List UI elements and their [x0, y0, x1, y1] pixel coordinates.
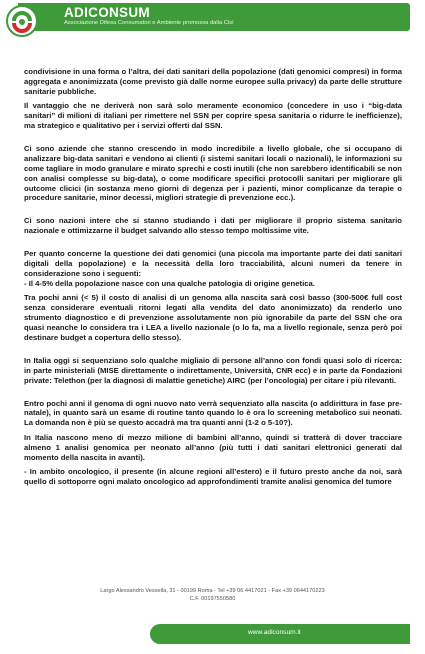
paragraph: Ci sono aziende che stanno crescendo in modo incredibile a livello globale, che si occupano di analizzare big-data sanitari e vendono ai clienti (i sistemi sanitari locali o nazionali), le informazioni su come tagliare in modo granulare e mirato sprechi e costi inutili (che non sarebbero identificabili se non con analisi complesse su big-data), o come modificare specifici protocolli sanitari per migliorare gli outcome clicici (in sostanza meno giorni di degenza per i pazienti, minor complicanze da terapie o procedure sanitarie, minor decessi, migliori strategie di prevenzione ecc.). [24, 143, 402, 203]
paragraph: condivisione in una forma o l’altra, dei dati sanitari della popolazione (dati genomici compresi) in forma aggregata e anonimizzata (come previsto già dalle norme europee sulla privacy) da parte delle strutture sanitarie pubbliche. [24, 67, 402, 96]
brand-tagline: Associazione Difesa Consumatori e Ambiente promossa dalla Cisl [64, 20, 234, 26]
document-body [24, 67, 402, 487]
paragraph: Ci sono nazioni intere che si stanno studiando i dati per migliorare il proprio sistema sanitario nazionale e ottimizzarne il budget salvando allo stesso tempo moltissime vite. [24, 216, 402, 236]
paragraph: - In ambito oncologico, il presente (in alcune regioni all’estero) e il futuro presto anche da noi, sarà quello di sottoporre ogni malato oncologico ad approfondimenti tramite analisi genomica del tumore [24, 467, 402, 486]
paragraph: Entro pochi anni il genoma di ogni nuovo nato verrà sequenziato alla nascita (o addirittura in fase pre-natale), in quanto sarà un esame di routine tanto quando lo è ora lo screening metabolico sui neonati. La domanda non è più se questo accadrà ma tra quanti anni (1-2 o 5-10?). [24, 398, 402, 428]
paragraph: - Il 4-5% della popolazione nasce con una qualche patologia di origine genetica. [24, 278, 315, 288]
footer-tax-code: C.F. 00197550580 [189, 596, 236, 602]
paragraph: Per quanto concerne la questione dei dati genomici (una piccola ma importante parte dei dati sanitari digitali della popolazione) e la necessità della loro tracciabilità, alcuni numeri da tenere in considerazione sono i seguenti: [24, 249, 402, 278]
paragraph: In Italia nascono meno di mezzo milione di bambini all’anno, quindi si tratterà di dover tracciare almeno 1 analisi genomica per neonato all’anno (più tutti i dati sanitari elettronici generati dal momento della nascita in avanti). [24, 432, 402, 462]
footer-address: Largo Alessandro Vessella, 31 - 00199 Roma - Tel +39 06 4417021 - Fax +39 0644170223 [100, 588, 325, 594]
paragraph: Il vantaggio che ne deriverà non sarà solo meramente economico (concedere in uso i “big-data sanitari” di milioni di italiani per rimettere nel SSN per coprire spesa sanitaria o ridurre le inefficienze), ma strategico e qualitativo per i servizi offerti dal SSN. [24, 101, 402, 131]
brand-name: ADICONSUM [64, 5, 150, 20]
letterhead [0, 0, 425, 42]
paragraph: Tra pochi anni (< 5) il costo di analisi di un genoma alla nascita sarà così basso (300-500€ full cost senza considerare eventuali ritorni legati alla vendita del dato anonimizzato) da renderlo uno strumento diagnostico e di prevenzione assolutamente non più ignorabile da parte del SSN che ora quasi neanche lo considera tra i LEA a livello nazionale (o lo fa, ma a livello regionale, senza però poi destinare budget a copertura dello stesso). [24, 293, 402, 342]
footer-website: www.adiconsum.it [248, 629, 301, 636]
letterhead-footer [0, 586, 425, 654]
adiconsum-logo-icon [4, 2, 44, 38]
paragraph: In Italia oggi si sequenziano solo qualche migliaio di persone all’anno con fondi quasi solo di ricerca: in parte ministeriali (MISE direttamente o indirettamente, Università, CNR ecc) e in parte da Fondazioni private: Telethon (per la diagnosi di malattie genetiche) AIRC (per l’oncologia) per citare i più rilevanti. [24, 355, 402, 385]
